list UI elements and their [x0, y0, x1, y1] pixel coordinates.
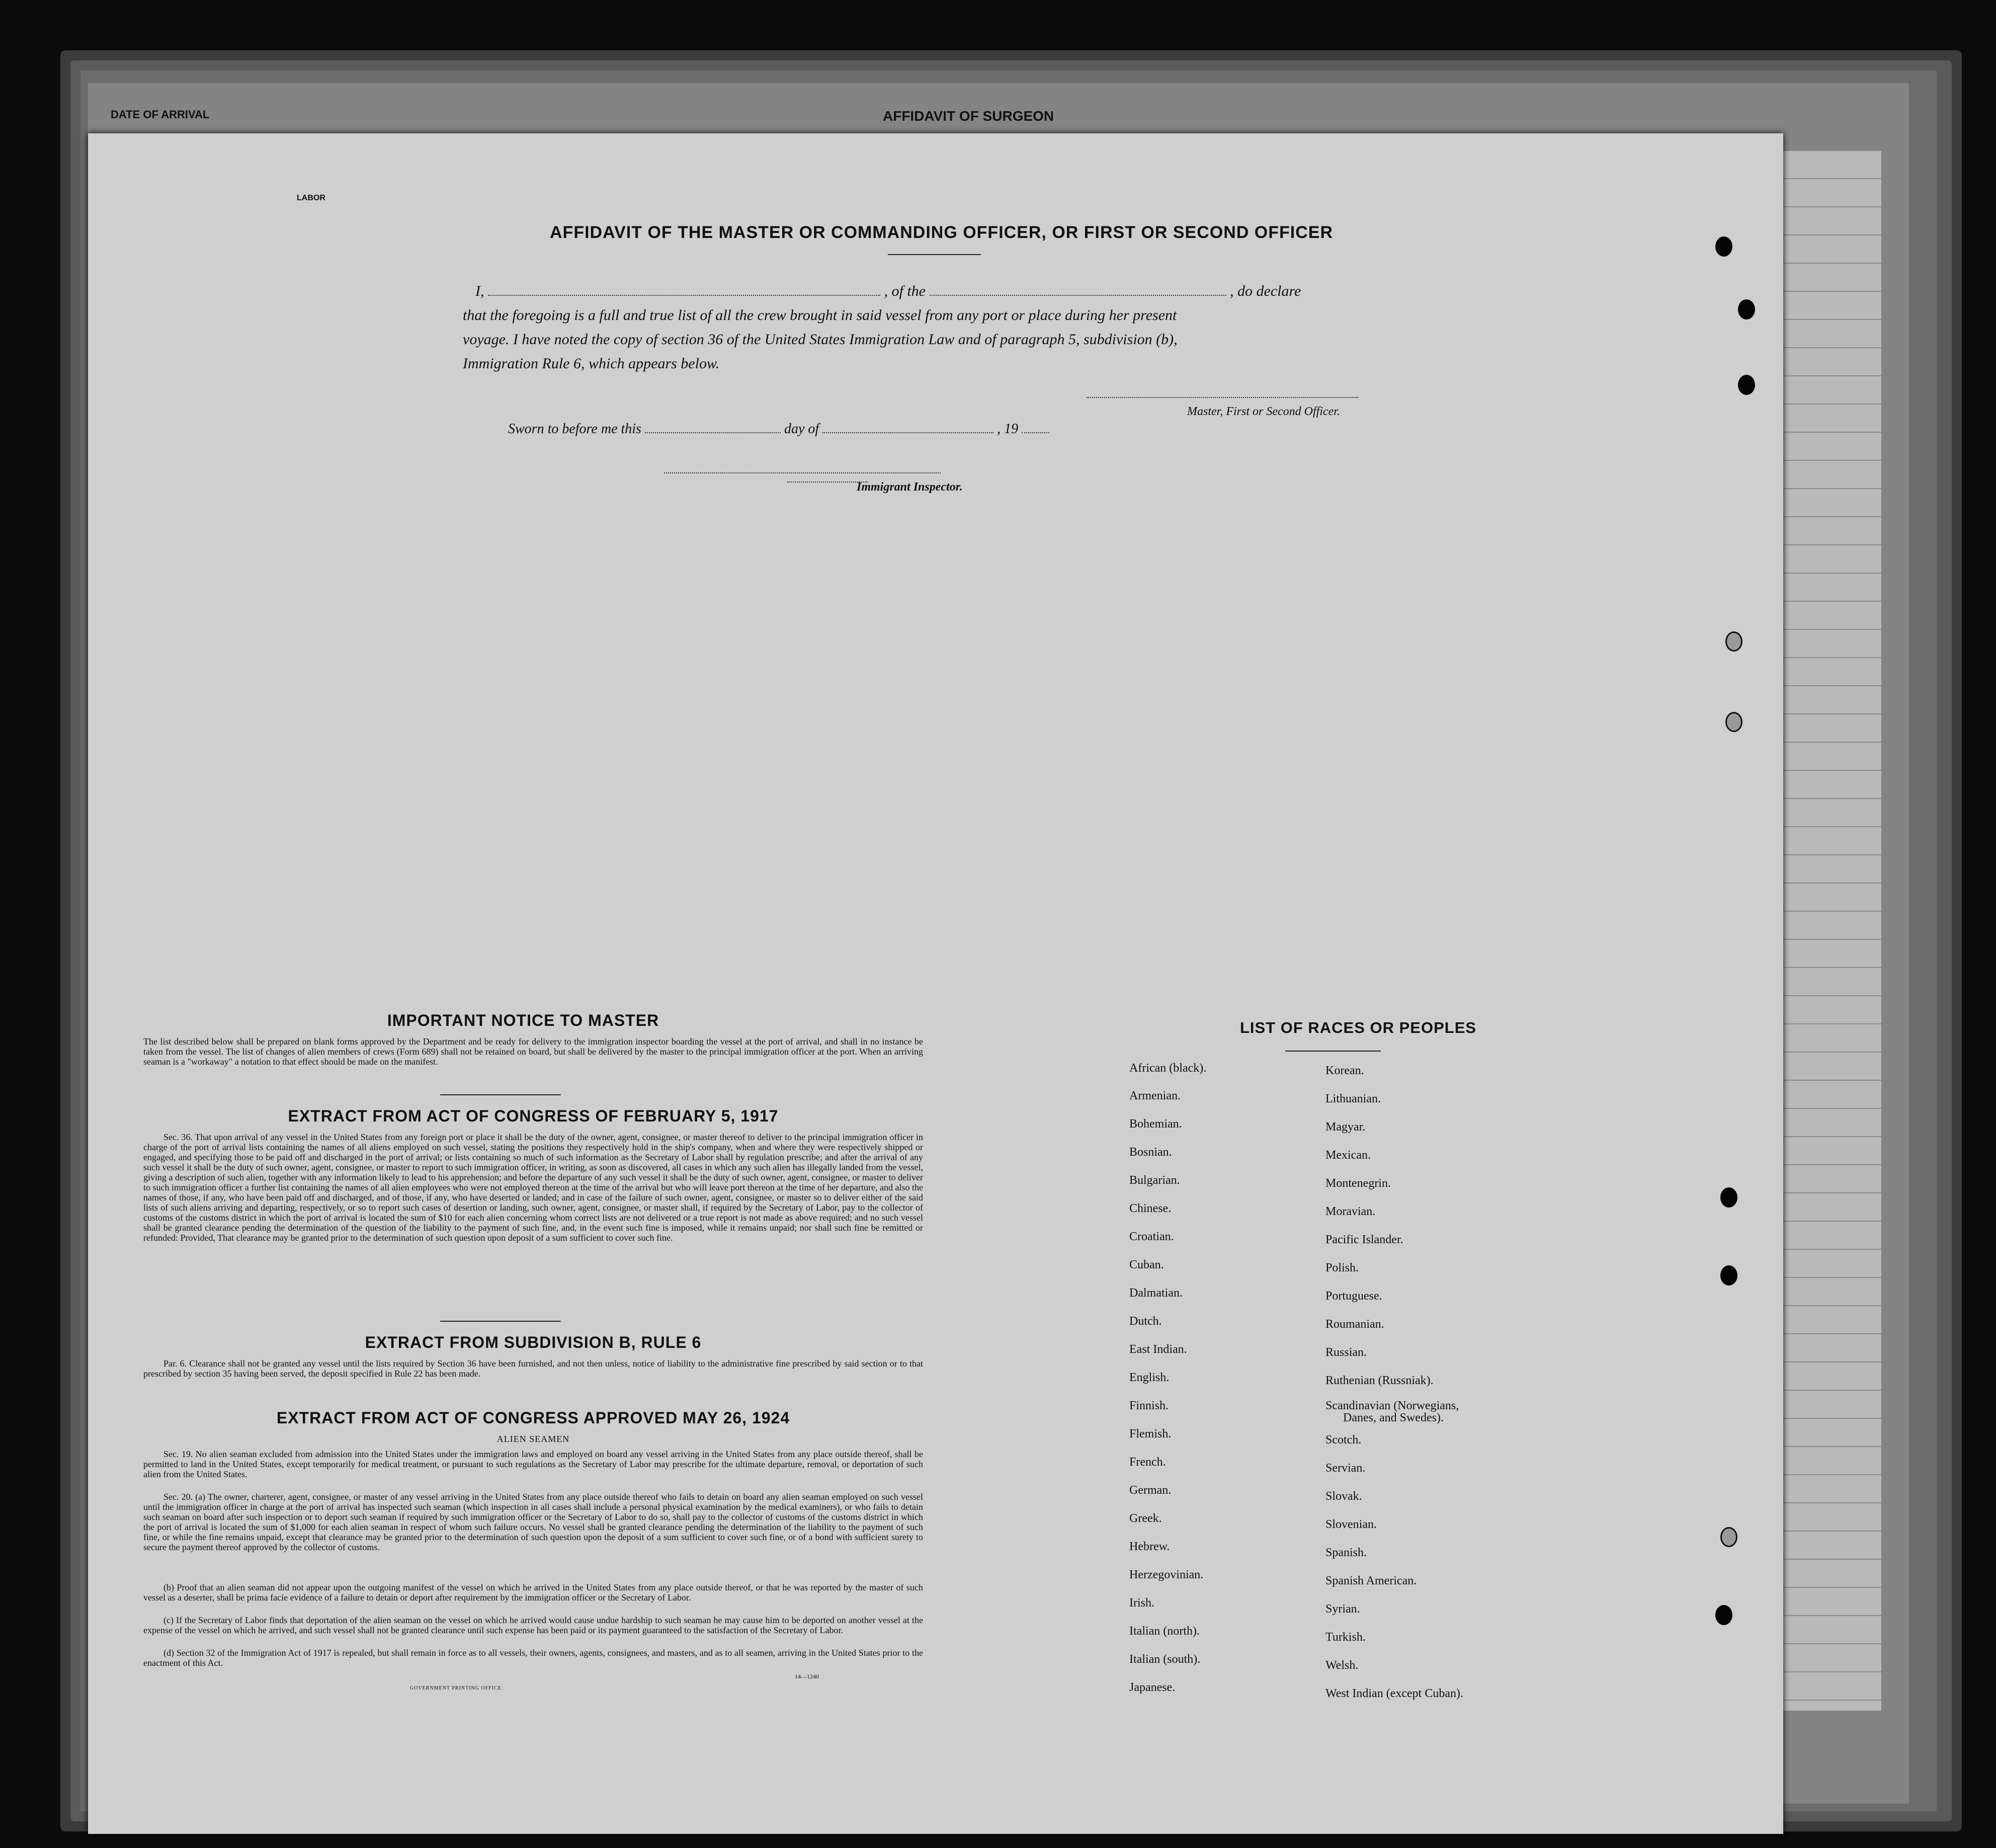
race-item: Greek.: [1129, 1512, 1162, 1525]
extract-1917-title: EXTRACT FROM ACT OF CONGRESS OF FEBRUARY 5, 1917: [288, 1107, 779, 1125]
of-the-label: , of the: [884, 283, 926, 299]
race-item: Finnish.: [1129, 1399, 1169, 1412]
race-item: Danes, and Swedes).: [1343, 1411, 1444, 1424]
sworn-month-blank: [822, 420, 993, 433]
race-item: Portuguese.: [1325, 1290, 1382, 1303]
race-item: Dalmatian.: [1129, 1287, 1183, 1300]
race-item: Herzegovinian.: [1129, 1568, 1204, 1581]
ruled-sheet-edge: [1781, 151, 1881, 1711]
declaration-text-2: voyage. I have noted the copy of section 36 of the United States Immigration Law and of paragraph 5, subdivision (b),: [463, 331, 1178, 348]
labor-tag: LABOR: [297, 194, 325, 202]
race-item: Japanese.: [1129, 1681, 1176, 1694]
punch-hole: [1720, 1527, 1737, 1547]
declaration-line: [475, 282, 1507, 300]
race-item: Bosnian.: [1129, 1146, 1172, 1159]
race-item: Roumanian.: [1325, 1318, 1384, 1331]
races-title: LIST OF RACES OR PEOPLES: [1239, 1019, 1477, 1036]
sworn-year-blank: [1022, 420, 1049, 433]
race-item: Croatian.: [1129, 1230, 1174, 1243]
race-item: Mexican.: [1325, 1149, 1371, 1162]
important-notice-title: IMPORTANT NOTICE TO MASTER: [387, 1011, 659, 1029]
extract-1924-sec20c: (c) If the Secretary of Labor finds that deportation of the alien seaman on the vessel on which he arrived would cause undue hardship to such seaman he may cause him to be deported on another vessel at the expense of the vessel on which he arrived, and such vessel shall not be granted clearance until such expense has been paid or its payment guaranteed to the satisfaction of the Secretary of Labor.: [143, 1615, 923, 1635]
race-item: Servian.: [1325, 1462, 1366, 1475]
punch-hole: [1738, 299, 1755, 319]
race-item: Scandinavian (Norwegians,: [1325, 1399, 1459, 1412]
race-item: Slovenian.: [1325, 1518, 1377, 1531]
master-signature-label: Master, First or Second Officer.: [1187, 405, 1340, 418]
extract-1924-sec20b: (b) Proof that an alien seaman did not appear upon the outgoing manifest of the vessel on which he arrived in the United States from any place outside thereof, or that he was reported by the master of such vessel as a deserter, shall be prima facie evidence of a failure to detain or deport after requirement by the immigration officer or the Secretary of Labor.: [143, 1582, 923, 1602]
punch-hole: [1720, 1187, 1737, 1208]
extract-1924-title: EXTRACT FROM ACT OF CONGRESS APPROVED MAY 26, 1924: [276, 1409, 790, 1427]
declaration-text-1: that the foregoing is a full and true list of all the crew brought in said vessel from any port or place during her present: [463, 307, 1177, 324]
alien-seamen-subtitle: ALIEN SEAMEN: [496, 1434, 570, 1444]
race-item: East Indian.: [1129, 1343, 1187, 1356]
race-item: Pacific Islander.: [1325, 1233, 1403, 1246]
vessel-blank: [930, 282, 1226, 296]
inspector-signature-line: [664, 470, 941, 473]
back-affidavit-of-surgeon: AFFIDAVIT OF SURGEON: [883, 108, 1054, 124]
race-item: Spanish American.: [1325, 1574, 1417, 1587]
divider-2: [440, 1321, 561, 1322]
race-item: Welsh.: [1325, 1659, 1359, 1672]
extract-rule6-title: EXTRACT FROM SUBDIVISION B, RULE 6: [365, 1333, 702, 1351]
divider-1: [440, 1094, 561, 1095]
race-item: Bulgarian.: [1129, 1174, 1180, 1187]
race-item: Scotch.: [1325, 1433, 1362, 1447]
form-code: 14—1240: [795, 1673, 819, 1680]
sworn-label: Sworn to before me this: [508, 421, 641, 437]
race-item: West Indian (except Cuban).: [1325, 1687, 1463, 1700]
race-item: Syrian.: [1325, 1602, 1360, 1616]
year-label: , 19: [997, 421, 1019, 437]
extract-1917-body: Sec. 36. That upon arrival of any vessel in the United States from any foreign port or place it shall be the duty of the owner, agent, consignee, or master thereof to deliver to the principal immigration officer in charge of the port of arrival lists containing the names of all aliens employed on such vessel, stating the positions they respectively hold in the ship's company, when and where they were respectively shipped or engaged, and specifying those to be paid off and discharged in the port of arrival; or lists containing so much of such information as the Secretary of Labor shall by regulation prescribe; and after the arrival of any such vessel it shall be the duty of such owner, agent, consignee, or master to report to such immigration officer, in writing, as soon as discovered, all cases in which any such alien has illegally landed from the vessel, giving a description of such alien, together with any information likely to lead to his apprehension; and before the departure of any such vessel it shall be the duty of such owner, agent, consignee, or master to deliver to such immigration officer a further list containing the names of all alien employees who were not employed thereon at the time of the arrival but who will leave port thereon at the time of her departure, and also the names of those, if any, who have been paid off and discharged, and of those, if any, who have deserted or landed; and in case of the failure of such owner, agent, consignee, or master so to deliver either of the said lists of such aliens arriving and departing, respectively, or so to report such cases of desertion or landing, such owner, agent, consignee, or master shall, if required by the Secretary of Labor, pay to the collector of customs of the customs district in which the port of arrival is located the sum of $10 for each alien concerning whom correct lists are not delivered or a true report is not made as above required; and no such vessel shall be granted clearance pending the determination of the question of the liability to the payment of such fine, and, in the event such fine is imposed, while it remains unpaid; nor shall such fine be remitted or refunded: Provided, That clearance may be granted prior to the determination of such question upon deposit of a sum sufficient to cover such fine.: [143, 1132, 923, 1243]
race-item: Spanish.: [1325, 1546, 1367, 1559]
race-item: Magyar.: [1325, 1120, 1366, 1134]
race-item: Irish.: [1129, 1596, 1154, 1610]
race-item: Moravian.: [1325, 1205, 1376, 1218]
printer-mark: GOVERNMENT PRINTING OFFICE: [410, 1685, 502, 1691]
name-blank: [488, 282, 880, 296]
title-underline: [888, 254, 981, 255]
race-item: Ruthenian (Russniak).: [1325, 1374, 1434, 1387]
races-underline: [1285, 1051, 1381, 1052]
race-item: Korean.: [1325, 1064, 1364, 1077]
inspector-dots: [787, 481, 868, 483]
inspector-signature-label: Immigrant Inspector.: [857, 480, 963, 494]
do-declare-label: , do declare: [1230, 283, 1301, 299]
master-signature-line: [1087, 395, 1358, 398]
i-label: I,: [475, 283, 484, 299]
race-item: German.: [1129, 1484, 1172, 1497]
punch-hole: [1725, 631, 1742, 652]
race-item: Italian (south).: [1129, 1653, 1201, 1666]
race-item: Polish.: [1325, 1261, 1359, 1274]
back-date-of-arrival: DATE OF ARRIVAL: [111, 108, 210, 121]
extract-1924-sec20a: Sec. 20. (a) The owner, charterer, agent, consignee, or master of any vessel arriving in the United States from any place outside thereof who fails to detain on board any alien seaman employed on such vessel until the immigration officer in charge at the port of arrival has inspected such seaman (which inspection in all cases shall include a personal physical examination by the medical examiners), or who fails to detain such seaman on board after such inspection or to deport such seaman if required by such immigration officer or the Secretary of Labor to do so, shall pay to the collector of customs of the customs district in which the port of arrival is located the sum of $1,000 for each alien seaman in respect of whom such failure occurs. No vessel shall be granted clearance pending the determination of the liability to the payment of such fine, or while the fine remains unpaid, except that clearance may be granted prior to the determination of such question upon the deposit of a sum sufficient to cover such fine, or of a bond with sufficient surety to secure the payment thereof approved by the collector of customs.: [143, 1492, 923, 1552]
important-notice-body: The list described below shall be prepared on blank forms approved by the Department and be ready for delivery to the immigration inspector boarding the vessel at the port of arrival, and shall in no instance be taken from the vessel. The list of changes of alien members of crews (Form 689) shall not be retained on board, but shall be delivered by the master to the principal immigration officer at the port. When an arriving seaman is a "workaway" a notation to that effect should be made on the manifest.: [143, 1036, 923, 1067]
extract-1924-sec19: Sec. 19. No alien seaman excluded from admission into the United States under the immigration laws and employed on board any vessel arriving in the United States from any place outside thereof, shall be permitted to land in the United States, except temporarily for medical treatment, or pursuant to such regulations as the Secretary of Labor may prescribe for the ultimate departure, removal, or deportation of such alien from the United States.: [143, 1449, 923, 1479]
race-item: English.: [1129, 1371, 1170, 1384]
punch-hole: [1720, 1265, 1737, 1285]
race-item: Flemish.: [1129, 1427, 1172, 1440]
punch-hole: [1725, 712, 1742, 732]
day-of-label: day of: [784, 421, 819, 437]
extract-1924-sec20d: (d) Section 32 of the Immigration Act of 1917 is repealed, but shall remain in force as to all vessels, their owners, agents, consignees, and masters, and as to all seamen, arriving in the United States prior to the enactment of this Act.: [143, 1648, 923, 1668]
declaration-text-3: Immigration Rule 6, which appears below.: [463, 355, 720, 372]
race-item: Turkish.: [1325, 1631, 1366, 1644]
race-item: Bohemian.: [1129, 1117, 1182, 1131]
race-item: Armenian.: [1129, 1089, 1181, 1102]
affidavit-title: AFFIDAVIT OF THE MASTER OR COMMANDING OFFICER, OR FIRST OR SECOND OFFICER: [550, 223, 1333, 242]
race-item: Lithuanian.: [1325, 1092, 1381, 1105]
sworn-day-blank: [645, 420, 781, 433]
race-item: Dutch.: [1129, 1315, 1162, 1328]
race-item: French.: [1129, 1456, 1166, 1469]
punch-hole: [1738, 375, 1755, 395]
race-item: Montenegrin.: [1325, 1177, 1391, 1190]
sworn-line: [508, 420, 1212, 437]
race-item: Chinese.: [1129, 1202, 1172, 1215]
race-item: Cuban.: [1129, 1258, 1164, 1271]
punch-hole: [1715, 1605, 1732, 1625]
race-item: Hebrew.: [1129, 1540, 1170, 1553]
manifest-page: [88, 133, 1783, 1834]
race-item: African (black).: [1129, 1062, 1207, 1075]
race-item: Russian.: [1325, 1346, 1367, 1359]
punch-hole: [1715, 236, 1732, 257]
race-item: Slovak.: [1325, 1490, 1362, 1503]
race-item: Italian (north).: [1129, 1625, 1200, 1638]
extract-rule6-body: Par. 6. Clearance shall not be granted any vessel until the lists required by Section 36 have been furnished, and not then unless, notice of liability to the administrative fine prescribed by said section or to that prescribed by section 35 having been served, the deposit specified in Rule 22 has been made.: [143, 1358, 923, 1379]
